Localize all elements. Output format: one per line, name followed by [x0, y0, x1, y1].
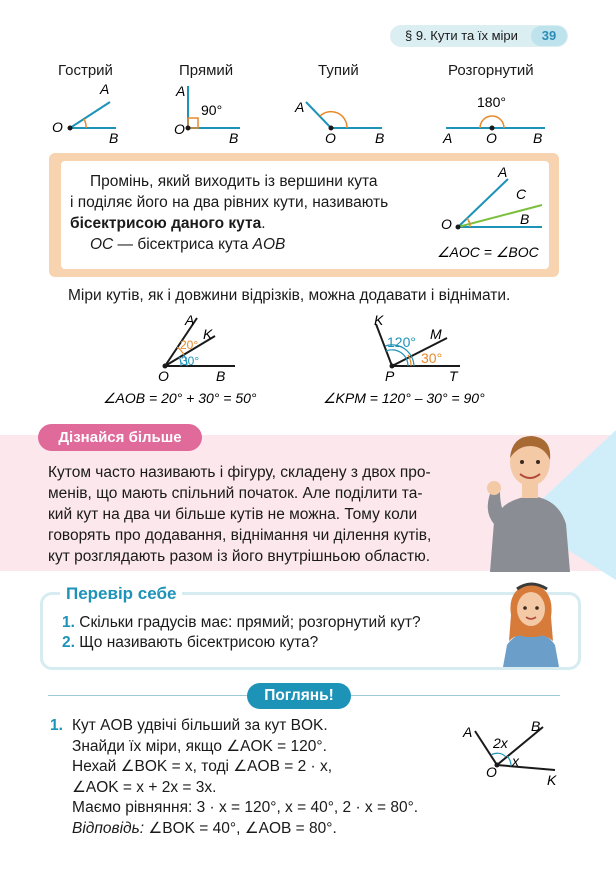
- section-title: § 9. Кути та їх міри: [405, 28, 518, 43]
- angle-addition-diagram: [103, 312, 257, 406]
- svg-text:O: O: [158, 368, 169, 384]
- svg-text:B: B: [229, 130, 239, 146]
- svg-text:B: B: [533, 130, 543, 146]
- svg-text:M: M: [430, 326, 442, 342]
- learn-more-text: Кутом часто називають і фігуру, складену з двох про- менів, що мають спільний початок. Але поділити та- кий кут на два чи більше кутів не можна. Тому коли говорять про додавання, віднімання чи ділення кутів, кут розглядають разом із його внутрішньою областю.: [48, 464, 432, 565]
- svg-text:A: A: [176, 83, 186, 99]
- svg-text:x: x: [512, 753, 519, 769]
- look-title: Поглянь!: [247, 683, 351, 709]
- learn-more-title: Дізнайся більше: [38, 424, 202, 451]
- svg-text:B: B: [520, 211, 530, 227]
- svg-text:O: O: [441, 216, 452, 232]
- svg-text:2x: 2x: [493, 735, 508, 751]
- acute-label: Гострий: [58, 62, 113, 79]
- svg-text:O: O: [486, 130, 497, 146]
- svg-text:90°: 90°: [201, 102, 223, 118]
- svg-text:C: C: [516, 186, 527, 202]
- svg-text:20°: 20°: [180, 338, 199, 352]
- right-label: Прямий: [179, 62, 234, 79]
- straight-angle-diagram: [442, 94, 545, 146]
- svg-text:K: K: [547, 772, 557, 788]
- angle-arithmetic-figure: [95, 310, 535, 410]
- svg-text:120°: 120°: [387, 334, 416, 350]
- svg-text:180°: 180°: [477, 94, 506, 110]
- svg-text:30°: 30°: [421, 350, 443, 366]
- sum-subtract-text: Міри кутів, як і довжини відрізків, можна додавати і віднімати.: [68, 287, 511, 304]
- svg-text:A: A: [185, 312, 195, 328]
- question-1: 1. Скільки градусів має: прямий; розгорнутий кут?: [62, 614, 421, 631]
- boy-illustration: [480, 432, 576, 572]
- svg-text:∠KPM = 120° – 30° = 90°: ∠KPM = 120° – 30° = 90°: [323, 390, 485, 406]
- angle-types-figure: [0, 80, 616, 150]
- svg-text:T: T: [449, 368, 458, 384]
- svg-text:B: B: [531, 718, 541, 734]
- question-2: 2. Що називають бісектрисою кута?: [62, 634, 319, 651]
- svg-text:A: A: [295, 99, 305, 115]
- svg-text:O: O: [174, 121, 185, 137]
- svg-text:30°: 30°: [181, 354, 200, 368]
- svg-text:K: K: [374, 312, 384, 328]
- svg-text:B: B: [109, 130, 119, 146]
- svg-text:A: A: [100, 81, 110, 97]
- page-number: 39: [531, 26, 567, 46]
- answer-label: Відповідь:: [72, 819, 145, 837]
- svg-text:K: K: [203, 326, 213, 342]
- bisector-figure: [430, 165, 555, 265]
- acute-angle-diagram: [52, 81, 118, 146]
- definition-text: Промінь, який виходить із вершини кута і поділяє його на два рівних кути, називають бісектрисою даного кута. OC — бісектриса кута AOB: [70, 173, 389, 253]
- svg-text:O: O: [52, 119, 63, 135]
- definition-term: бісектрисою даного кута: [70, 215, 262, 232]
- svg-text:B: B: [216, 368, 226, 384]
- straight-label: Розгорнутий: [448, 62, 534, 79]
- svg-text:∠AOB = 20° + 30° = 50°: ∠AOB = 20° + 30° = 50°: [103, 390, 257, 406]
- svg-text:A: A: [443, 130, 453, 146]
- svg-text:A: A: [463, 724, 473, 740]
- svg-text:B: B: [375, 130, 385, 146]
- svg-text:A: A: [498, 165, 508, 180]
- svg-text:O: O: [486, 764, 497, 780]
- svg-text:O: O: [325, 130, 336, 146]
- check-yourself-title: Перевір себе: [60, 584, 182, 604]
- obtuse-angle-diagram: [294, 99, 384, 146]
- girl-illustration: [497, 575, 565, 667]
- svg-text:P: P: [385, 368, 395, 384]
- problem-figure: [455, 715, 565, 795]
- angle-subtraction-diagram: [323, 312, 485, 406]
- problem-1: 1. Кут AOB удвічі більший за кут BOK. Знайди їх міри, якщо ∠AOK = 120°. Нехай ∠BOK = x, тоді ∠AOB = 2 · x, ∠AOK = x + 2x = 3x. Маємо рівняння: 3 · x = 120°, x = 40°, 2 · x = 80°. Відповідь: ∠BOK = 40°, ∠AOB = 80°.: [50, 717, 419, 837]
- svg-text:∠AOC = ∠BOC: ∠AOC = ∠BOC: [437, 244, 539, 260]
- obtuse-label: Тупий: [318, 62, 359, 79]
- right-angle-diagram: [174, 83, 240, 146]
